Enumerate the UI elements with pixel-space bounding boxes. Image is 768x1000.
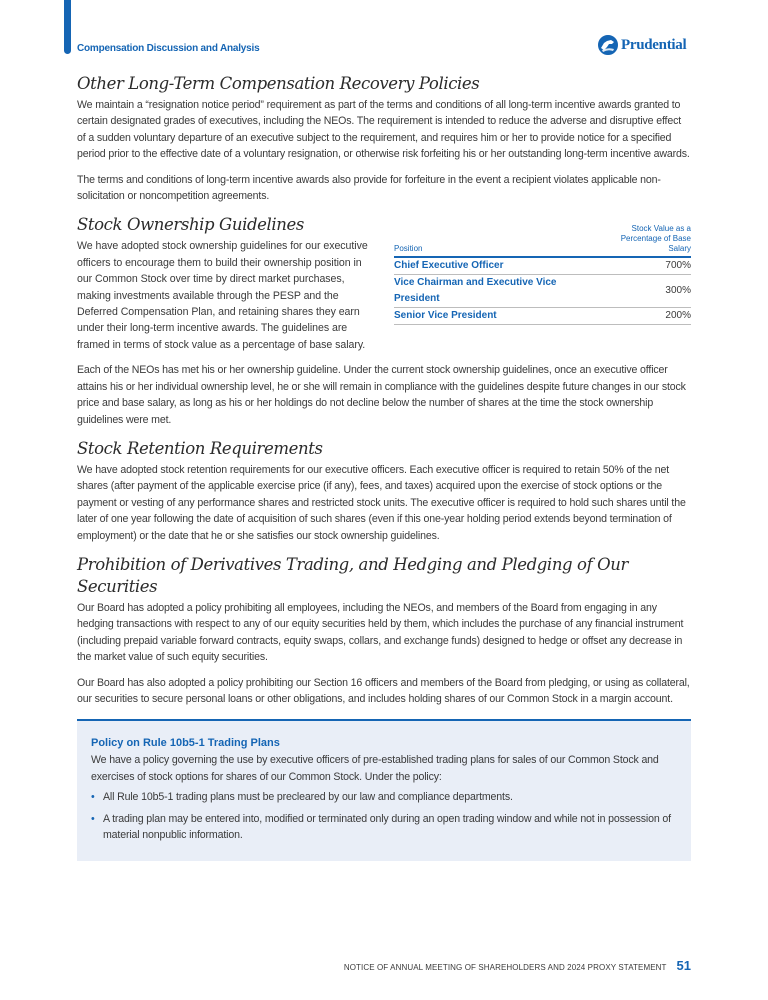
stock-retention-section	[77, 438, 691, 544]
recovery-policies-section	[77, 73, 691, 204]
paragraph: Each of the NEOs has met his or her ownership guideline. Under the current stock ownership guidelines, once an executive officer attains his or her individual ownership level, he or she will remain in compliance with the guidelines despite future changes in our stock price and base salary, as long as his or her holdings do not decline below the number of shares at the time the stock ownership guidelines were met.	[77, 364, 686, 426]
section-heading: Stock Retention Requirements	[77, 438, 323, 458]
brand-logo	[598, 35, 686, 55]
column-header-position: Position	[394, 224, 598, 257]
list-item-text: All Rule 10b5-1 trading plans must be precleared by our law and compliance departments.	[103, 791, 513, 804]
paragraph: Our Board has adopted a policy prohibiting all employees, including the NEOs, and members of the Board from engaging in any hedging transactions with respect to any of our equity securities held by them, which includes the purchase of any financial instrument (including prepaid variable forward contracts, equity swaps, collars, and exchange funds) designed to hedge or offset any decrease in the market value of such equity securities.	[77, 601, 684, 664]
position-cell: Vice Chairman and Executive Vice President	[394, 275, 598, 308]
table-row	[394, 308, 691, 325]
rock-logo-icon	[598, 35, 618, 55]
ownership-guidelines-table	[394, 224, 691, 325]
header-line: Percentage of Base Salary	[620, 234, 691, 254]
brand-name: Prudential	[621, 36, 687, 53]
position-cell: Chief Executive Officer	[394, 257, 598, 275]
bullet-icon: •	[91, 791, 95, 804]
section-heading: Prohibition of Derivatives Trading, and Hedging and Pledging of Our Securities	[77, 554, 628, 596]
callout-bullet-list	[91, 789, 679, 843]
callout-intro: We have a policy governing the use by executive officers of pre-established trading plans for sales of our Common Stock and exercises of stock options for shares of our Common Stock. Under the policy:	[91, 754, 659, 783]
table-row	[394, 257, 691, 275]
paragraph: The terms and conditions of long-term incentive awards also provide for forfeiture in the event a recipient violates applicable non-solicitation or noncompetition agreements.	[77, 173, 661, 203]
page-number: 51	[676, 958, 691, 973]
column-header-stock-value	[598, 224, 691, 257]
position-cell: Senior Vice President	[394, 308, 598, 325]
header-line: Stock Value as a	[631, 224, 691, 234]
section-heading: Stock Ownership Guidelines	[77, 215, 304, 235]
page-footer	[344, 958, 691, 973]
list-item-text: A trading plan may be entered into, modified or terminated only during an open trading window and while not in possession of material nonpublic information.	[103, 813, 671, 842]
bullet-icon: •	[91, 813, 95, 826]
paragraph: We maintain a “resignation notice period” requirement as part of the terms and conditions of all long-term incentive awards granted to certain designated grades of executives, including the NEOs. The requirement is intended to reduce the adverse and disruptive effect of a sudden voluntary departure of an executive subject to the requirement, and requires him or her to provide notice for a specified period prior to the effective date of a voluntary resignation, or otherwise risk forfeiting his or her outstanding long-term incentive awards.	[77, 99, 690, 161]
paragraph: We have adopted stock retention requirements for our executive officers. Each executive officer is required to retain 50% of the net shares (after payment of the applicable exercise price (if any), fees, and taxes) acquired upon the exercise of stock options or the payment or vesting of any performance shares and restricted stock units. The executive officer is required to hold such shares until the later of one year following the date of acquisition of such shares (even if this one-year holding period extends beyond termination of employment) or the date that he or she satisfies our stock ownership guidelines.	[77, 463, 686, 542]
paragraph: We have adopted stock ownership guidelines for our executive officers to encourage them to build their ownership position in our Common Stock over time by direct market purchases, making investments available through the PESP and the Deferred Compensation Plan, and retaining shares they earn under their long-term incentive awards. The guidelines are framed in terms of stock value as a percentage of base salary.	[77, 240, 368, 351]
table-row	[394, 275, 691, 308]
value-cell: 700%	[598, 257, 691, 275]
ownership-intro	[77, 214, 377, 353]
section-heading: Other Long-Term Compensation Recovery Policies	[77, 74, 480, 93]
table-header-row	[394, 224, 691, 257]
value-cell: 300%	[598, 275, 691, 308]
list-item	[91, 789, 679, 805]
section-accent-bar	[64, 0, 71, 54]
value-cell: 200%	[598, 308, 691, 325]
hedging-pledging-section	[77, 554, 691, 707]
section-label: Compensation Discussion and Analysis	[77, 43, 260, 54]
ownership-row	[77, 214, 691, 353]
trading-plans-callout	[77, 719, 691, 861]
paragraph: Our Board has also adopted a policy prohibiting our Section 16 officers and members of the Board from pledging, or using as collateral, our securities to secure personal loans or other obligations, and includes holding shares of our Common Stock in a margin account.	[77, 676, 690, 705]
page-content	[77, 73, 691, 861]
callout-title: Policy on Rule 10b5-1 Trading Plans	[91, 737, 280, 750]
list-item	[91, 811, 679, 843]
stock-ownership-section	[77, 214, 691, 427]
footer-document-title: NOTICE OF ANNUAL MEETING OF SHAREHOLDERS AND 2024 PROXY STATEMENT	[343, 963, 667, 972]
